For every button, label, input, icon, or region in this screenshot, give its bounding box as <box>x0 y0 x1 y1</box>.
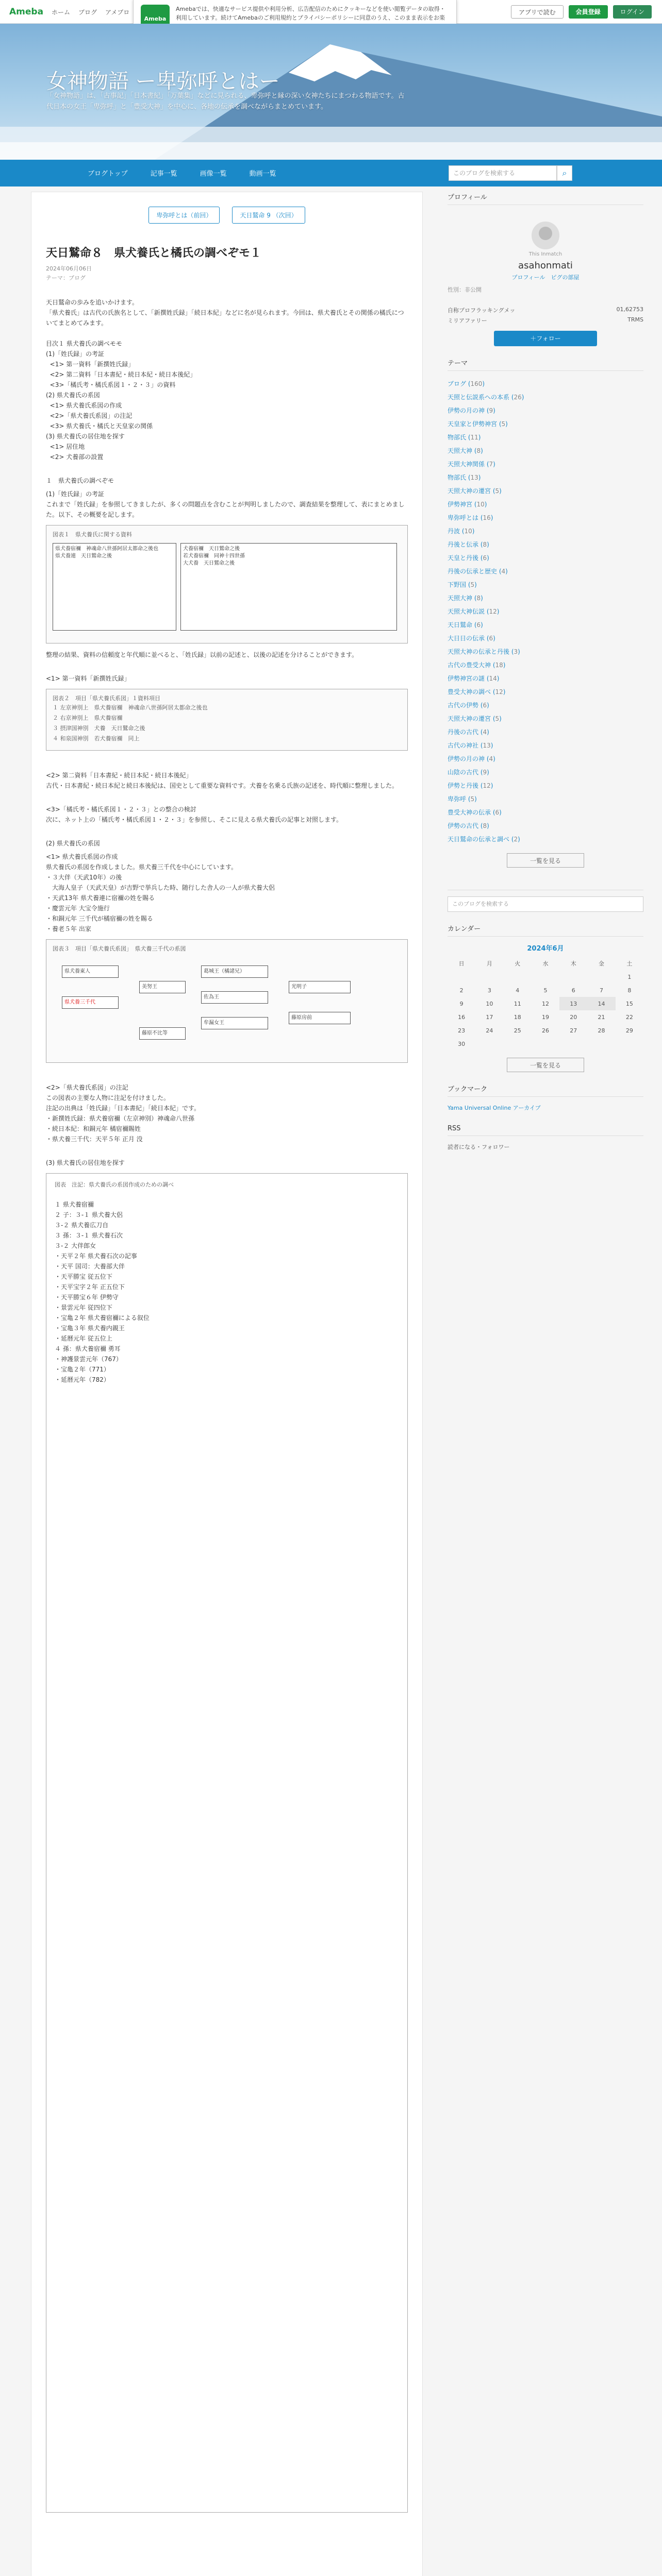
figure-caption: 図表１ 県犬養氏に関する資料 <box>53 531 132 538</box>
list-item: ・慶雲元年 大宝令施行 <box>46 905 110 912</box>
theme-label[interactable]: ブログ <box>448 380 467 387</box>
theme-item[interactable]: 天皇と丹後 (6) <box>448 554 489 562</box>
toc-item: <2>「県犬養氏系図」の注記 <box>46 412 133 419</box>
calendar-day[interactable]: 5 <box>543 987 548 994</box>
top-nav <box>52 8 129 16</box>
theme-count: 160 <box>470 380 483 387</box>
theme-item[interactable]: 伊勢の月の神 (4) <box>448 755 495 762</box>
calendar-weekday: 木 <box>570 960 576 967</box>
theme-label[interactable]: 大日日の伝承 <box>448 635 485 642</box>
top-nav-ameblo[interactable]: アメブロ <box>105 9 130 16</box>
calendar-day <box>532 970 559 984</box>
section-heading: <3>「橘氏考・橘氏系図１・２・３」との整合の検討 <box>46 806 196 813</box>
toc-item: <2> 第二資料「日本書紀・続日本紀・続日本後紀」 <box>46 371 196 378</box>
list-item: ・景雲元年 従四位下 <box>55 1304 112 1311</box>
theme-label[interactable]: 物部氏 <box>448 434 467 441</box>
theme-item[interactable]: 天照大神伝説 (12) <box>448 608 500 615</box>
family-node: 葛城王（橘諸兄） <box>201 965 268 978</box>
list-item: ・県犬養三千代：天平５年 正月 没 <box>46 1136 143 1143</box>
theme-label[interactable]: 天照大神の遷宮 <box>448 487 491 495</box>
family-node: 牟漏女王 <box>201 1017 268 1029</box>
calendar-day[interactable]: 27 <box>570 1027 577 1034</box>
profile-name[interactable]: asahonmati <box>518 260 573 271</box>
entry-body <box>46 297 408 2513</box>
list-item: ・和銅元年 三千代が橘宿禰の姓を賜る <box>46 915 153 922</box>
section-heading: (1)「姓氏録」の考証 <box>46 490 104 498</box>
theme-label[interactable]: 伊勢神宮の謎 <box>448 675 485 682</box>
theme-label[interactable]: 天照大神 <box>448 447 473 454</box>
calendar-day[interactable]: 30 <box>458 1040 466 1047</box>
theme-label[interactable]: 天照大神の遷宮 <box>448 715 491 722</box>
figure-4 <box>46 1173 408 2513</box>
rss-heading: RSS <box>448 1125 643 1136</box>
calendar-day <box>587 970 615 984</box>
theme-list <box>448 377 643 846</box>
calendar-heading: カレンダー <box>448 923 643 937</box>
theme-item[interactable]: 天日鷲命 (6) <box>448 621 483 629</box>
calendar-day[interactable]: 2 <box>459 987 464 994</box>
theme-item[interactable]: 丹波 (10) <box>448 528 475 535</box>
blog-search-input[interactable]: このブログを検索する <box>449 165 557 181</box>
theme-item[interactable]: 豊受大神の調べ (12) <box>448 688 506 696</box>
theme-label[interactable]: 古代の豊受大神 <box>448 662 491 669</box>
calendar-weekday: 日 <box>458 960 465 967</box>
list-item: ・神護景雲元年（767） <box>55 1355 122 1363</box>
theme-count: 6 <box>483 702 487 709</box>
calendar-day[interactable]: 12 <box>541 1000 549 1007</box>
list-item: 大海人皇子（天武天皇）が吉野で挙兵した時、随行した舎人の一人が県犬養大侶 <box>46 884 275 891</box>
list-item: この図表の主要な人物に注記を付けました。 <box>46 1094 170 1101</box>
blog-header <box>0 24 662 160</box>
family-node: 藤原不比等 <box>139 1027 186 1040</box>
theme-item[interactable]: 山陰の古代 (9) <box>448 769 489 776</box>
notice-text: Amebaでは、快適なサービス提供や利用分析、広告配信のためにクッキーなどを使い閲覧データの取得・利用しています。続けてAmebaのご利用規約とプライバシーポリシーに同意のうえ、このまま表示をお楽 <box>176 6 445 21</box>
nav-blog-top[interactable]: ブログトップ <box>88 170 128 178</box>
theme-count: 2 <box>514 836 518 843</box>
toc-item: 目次１ 県犬養氏の調べモモ <box>46 340 122 347</box>
list-item: ２ 子：３-１ 県犬養大侶 <box>55 1211 123 1218</box>
theme-count: 18 <box>495 662 503 669</box>
profile-card <box>448 211 643 346</box>
calendar-weekday: 土 <box>626 960 633 967</box>
section-heading: (2) 県犬養氏の系図 <box>46 840 100 847</box>
info-label: 自称プロフラッキングメッ <box>448 307 516 314</box>
theme-label[interactable]: 天照大神 <box>448 595 473 602</box>
theme-count: 14 <box>489 675 497 682</box>
theme-count: 4 <box>501 568 506 575</box>
theme-label[interactable]: 丹後の古代 <box>448 728 479 736</box>
calendar-more-button[interactable]: 一覧を見る <box>507 1058 584 1072</box>
theme-label[interactable]: 天照大神伝説 <box>448 608 485 615</box>
family-node: 県犬養東人 <box>62 965 119 978</box>
calendar-day[interactable]: 3 <box>487 987 491 994</box>
theme-label[interactable]: 天照大神の伝承と丹後 <box>448 648 510 655</box>
theme-item[interactable]: 天照大神 (8) <box>448 447 483 454</box>
prev-entry-link[interactable]: 卑弥呼とは（前回） <box>148 207 220 224</box>
list-item: ３-２ 県犬養広刀自 <box>55 1222 109 1229</box>
theme-item[interactable]: 伊勢の古代 (8) <box>448 822 489 829</box>
blog-title[interactable]: 女神物語 ー卑弥呼とはー <box>46 70 280 93</box>
calendar-day[interactable]: 8 <box>627 987 632 994</box>
entry-theme[interactable]: テーマ：ブログ <box>46 275 86 281</box>
theme-item[interactable]: 天照大神の遷宮 (5) <box>448 487 502 495</box>
theme-item[interactable]: ブログ (160) <box>448 380 485 387</box>
calendar-day <box>504 1037 532 1050</box>
pig-room-link[interactable]: ピグの部屋 <box>551 274 580 281</box>
figure-box <box>53 543 176 631</box>
toc-item: <1> 第一資料「新撰姓氏録」 <box>46 361 135 368</box>
theme-count: 12 <box>495 688 503 696</box>
section-heading: <1> 県犬養氏系図の作成 <box>46 853 118 860</box>
theme-label[interactable]: 伊勢神宮 <box>448 501 473 508</box>
sidebar-search-input[interactable]: このブログを検索する <box>448 896 643 912</box>
theme-count: 13 <box>470 474 478 481</box>
list-item: ・新撰姓氏録：県犬養宿禰（左京神別）神魂命八世孫 <box>46 1115 195 1122</box>
calendar-day[interactable]: 6 <box>571 987 575 994</box>
calendar-day[interactable]: 7 <box>600 987 604 994</box>
calendar-day[interactable]: 23 <box>458 1027 466 1034</box>
theme-count: 5 <box>495 715 500 722</box>
list-item: 注記の出典は「姓氏録」「日本書紀」「続日本紀」です。 <box>46 1105 201 1112</box>
ameba-logo[interactable]: Ameba <box>9 7 44 17</box>
section-heading: <1> 第一資料「新撰姓氏録」 <box>46 675 130 682</box>
list-item: ・続日本紀：和銅元年 橘宿禰賜姓 <box>46 1125 141 1132</box>
theme-item[interactable]: 物部氏 (11) <box>448 434 481 441</box>
theme-label[interactable]: 物部氏 <box>448 474 467 481</box>
theme-count: 8 <box>476 595 481 602</box>
theme-label[interactable]: 丹後と伝承 <box>448 541 479 548</box>
theme-item[interactable]: 伊勢と丹後 (12) <box>448 782 493 789</box>
info-label: ミリアファリー <box>448 317 487 324</box>
family-node: 光明子 <box>289 981 351 993</box>
top-nav-home[interactable]: ホーム <box>52 9 71 16</box>
theme-label[interactable]: 伊勢の古代 <box>448 822 479 829</box>
theme-count: 16 <box>483 514 491 521</box>
theme-item[interactable]: 丹後と伝承 (8) <box>448 541 489 548</box>
theme-item[interactable]: 伊勢の月の神 (9) <box>448 407 495 414</box>
figure-line: １ 左京神別上 県犬養宿禰 神魂命八世孫阿居太都命之後也 <box>53 704 208 711</box>
follow-button[interactable]: ＋フォロー <box>494 331 597 346</box>
figure-line: 県犬養連 天日鷲命之後 <box>55 553 112 559</box>
toc-item: <2> 犬養部の設置 <box>46 453 104 461</box>
entry-title[interactable]: 天日鷲命８ 県犬養氏と橘氏の調べぞモ１ <box>46 247 262 260</box>
theme-label[interactable]: 伊勢の月の神 <box>448 755 485 762</box>
sidebar <box>448 192 643 1153</box>
theme-label[interactable]: 卑弥呼とは <box>448 514 479 521</box>
calendar-day[interactable]: 26 <box>541 1027 549 1034</box>
register-button[interactable]: 会員登録 <box>569 5 608 19</box>
bookmark-link[interactable]: Yama Universal Online アーカイブ <box>448 1105 541 1111</box>
calendar-day <box>587 1037 615 1050</box>
theme-label[interactable]: 伊勢の月の神 <box>448 407 485 414</box>
list-item: ・３大伴（天武10年）の後 <box>46 874 122 881</box>
profile-heading: プロフィール <box>448 192 643 205</box>
theme-count: 5 <box>470 795 475 803</box>
list-item: ・天平宝字２年 正五位下 <box>55 1283 125 1291</box>
theme-item[interactable]: 古代の神社 (13) <box>448 742 493 749</box>
calendar-day[interactable]: 11 <box>514 1000 521 1007</box>
figure-2 <box>46 689 408 751</box>
theme-item[interactable]: 古代の伊勢 (6) <box>448 702 489 709</box>
theme-item[interactable]: 天照大神関係 (7) <box>448 461 495 468</box>
calendar-day <box>475 1037 503 1050</box>
bookmark-heading: ブックマーク <box>448 1083 643 1097</box>
theme-label[interactable]: 古代の神社 <box>448 742 479 749</box>
theme-label[interactable]: 山陰の古代 <box>448 769 479 776</box>
calendar-day <box>559 970 587 984</box>
theme-label[interactable]: 天照と伝説系への本系 <box>448 394 510 401</box>
calendar-day[interactable]: 29 <box>625 1027 633 1034</box>
theme-item[interactable]: 伊勢神宮の謎 (14) <box>448 675 500 682</box>
calendar-weekday: 金 <box>599 960 605 967</box>
list-item: ・延暦元年（782） <box>55 1376 110 1383</box>
theme-count: 8 <box>483 822 487 829</box>
list-item: １ 県犬養宿禰 <box>55 1201 94 1208</box>
theme-count: 5 <box>495 487 500 495</box>
list-item: ・天平勝宝 従五位下 <box>55 1273 112 1280</box>
theme-label[interactable]: 天照大神関係 <box>448 461 485 468</box>
info-value: TRMS <box>627 316 643 323</box>
next-entry-link[interactable]: 天日鷲命 9 （次回） <box>232 207 305 224</box>
calendar-day[interactable]: 15 <box>625 1000 633 1007</box>
section-heading: １ 県犬養氏の調べぞモ <box>46 477 114 484</box>
theme-label[interactable]: 天日鷲命の伝承と調べ <box>448 836 510 843</box>
nav-image-list[interactable]: 画像一覧 <box>200 170 227 178</box>
paragraph: 整理の結果、資料の信頼度と年代順に並べると、「姓氏録」以前の記述と、以後の記述を分けることができます。 <box>46 651 358 658</box>
rss-link[interactable]: 読者になる・フォロワー <box>448 1144 510 1150</box>
theme-label[interactable]: 豊受大神の伝承 <box>448 809 491 816</box>
profile-link[interactable]: プロフィール <box>511 274 545 281</box>
theme-item[interactable]: 大日日の伝承 (6) <box>448 635 495 642</box>
theme-item[interactable]: 物部氏 (13) <box>448 474 481 481</box>
calendar-day[interactable]: 28 <box>598 1027 605 1034</box>
calendar-day[interactable]: 13 <box>559 997 587 1010</box>
theme-count: 4 <box>489 755 493 762</box>
top-nav-blog[interactable]: ブログ <box>78 9 97 16</box>
figure-line: 犬養宿禰 天日鷲命之後 <box>183 546 240 552</box>
calendar-weekday: 水 <box>542 960 549 967</box>
search-heading <box>448 879 643 890</box>
theme-count: 6 <box>483 554 487 562</box>
figure-caption: 図表３ 項目「県犬養氏系図」 県犬養三千代の系図 <box>53 945 186 952</box>
theme-label[interactable]: 豊受大神の調べ <box>448 688 491 696</box>
figure-line: 県犬養宿禰 神魂命八世孫阿居太都命之後也 <box>55 546 158 552</box>
toc-item: (3) 県犬養氏の居住地を探す <box>46 433 125 440</box>
calendar-day[interactable]: 25 <box>514 1027 521 1034</box>
theme-count: 8 <box>476 447 481 454</box>
theme-item[interactable]: 伊勢神宮 (10) <box>448 501 487 508</box>
theme-count: 4 <box>483 728 487 736</box>
notice-logo: Ameba <box>141 5 170 33</box>
theme-label[interactable]: 天皇と丹後 <box>448 554 479 562</box>
calendar-month: 2024年6月 <box>527 945 564 953</box>
profile-sub: 性別：非公開 <box>448 286 482 293</box>
family-node: 県犬養三千代 <box>62 996 119 1009</box>
figure-caption: 図表 注記：県犬養氏の系図作成のための調べ <box>55 1181 174 1188</box>
calendar-day <box>448 970 475 984</box>
theme-count: 5 <box>470 581 475 588</box>
theme-count: 9 <box>483 769 487 776</box>
theme-item[interactable]: 卑弥呼 (5) <box>448 795 477 803</box>
theme-count: 10 <box>464 528 472 535</box>
calendar-weekday: 火 <box>515 960 521 967</box>
theme-label[interactable]: 天日鷲命 <box>448 621 473 629</box>
paragraph: これまで「姓氏録」を参照してきましたが、多くの問題点を含むことが判明しましたので、調査結果を整理して、表にまとめました。以下、その概要を記します。 <box>46 501 405 518</box>
calendar-day[interactable]: 18 <box>514 1013 521 1021</box>
paragraph: 古代・日本書紀・続日本紀と続日本後紀は、国史として重要な資料です。犬養を名乗る氏族の記述を、時代順に整理しました。 <box>46 782 399 789</box>
toc-item: (1)「姓氏録」の考証 <box>46 350 104 358</box>
calendar <box>448 957 643 1050</box>
intro-line: 天日鷲命の歩みを追いかけます。 <box>46 299 139 306</box>
calendar-day <box>616 1037 643 1050</box>
calendar-day <box>475 970 503 984</box>
login-button[interactable]: ログイン <box>613 5 652 19</box>
theme-count: 6 <box>489 635 493 642</box>
theme-count: 26 <box>514 394 522 401</box>
family-node: 佐為王 <box>201 991 268 1004</box>
theme-count: 11 <box>470 434 478 441</box>
theme-item[interactable]: 丹後の古代 (4) <box>448 728 489 736</box>
theme-count: 12 <box>483 782 491 789</box>
section-heading: (3) 県犬養氏の居住地を探す <box>46 1159 125 1166</box>
calendar-day[interactable]: 9 <box>459 1000 464 1007</box>
list-item: ・天平勝宝６年 伊勢守 <box>55 1294 119 1301</box>
toc-item: (2) 県犬養氏の系図 <box>46 392 100 399</box>
figure-box <box>180 543 397 631</box>
blog-description: 「女神物語」は、「古事記」「日本書紀」「万葉集」などに見られる、卑弥呼と縁の深い女神たちにまつわる物語です。古代日本の女王「卑弥呼」と「豊受大神」を中心に、各地の伝承を調べながらまとめています。 <box>46 92 405 111</box>
calendar-day[interactable]: 19 <box>541 1013 549 1021</box>
theme-item[interactable]: 天照大神の伝承と丹後 (3) <box>448 648 520 655</box>
calendar-day[interactable]: 24 <box>486 1027 493 1034</box>
family-node: 藤原房前 <box>289 1012 351 1024</box>
figure-3 <box>46 939 408 1063</box>
toc-item: <1> 居住地 <box>46 443 85 450</box>
blog-nav <box>0 160 662 187</box>
list-item: ３-２ 大伴郎女 <box>55 1242 96 1249</box>
avatar[interactable] <box>532 222 559 249</box>
theme-label[interactable]: 丹波 <box>448 528 460 535</box>
list-item: ・宝亀３年 県犬養内親王 <box>55 1325 125 1332</box>
theme-item[interactable]: 天照大神 (8) <box>448 595 483 602</box>
table-of-contents <box>46 338 408 462</box>
theme-count: 9 <box>489 407 493 414</box>
theme-item[interactable]: 天照と伝説系への本系 (26) <box>448 394 524 401</box>
toc-item: <3> 県犬養氏・橘氏と天皇家の関係 <box>46 422 153 430</box>
theme-label[interactable]: 天皇家と伊勢神宮 <box>448 420 498 428</box>
search-icon[interactable]: ⌕ <box>557 165 572 181</box>
section-heading: <2>「県犬養氏系図」の注記 <box>46 1084 128 1091</box>
theme-heading: テーマ <box>448 358 643 371</box>
theme-label[interactable]: 卑弥呼 <box>448 795 467 803</box>
theme-count: 12 <box>489 608 497 615</box>
calendar-day[interactable]: 14 <box>587 997 615 1010</box>
entry-main <box>31 192 423 2576</box>
list-item: ３ 孫：３-１ 県犬養石次 <box>55 1232 123 1239</box>
list-item: ・天平 国司：大養部大伴 <box>55 1263 125 1270</box>
list-item: ・延暦元年 従五位上 <box>55 1335 112 1342</box>
calendar-day <box>559 1037 587 1050</box>
figure-line: ３ 摂津国神別 犬養 天日鷲命之後 <box>53 725 145 732</box>
list-item: ・養老５年 出家 <box>46 925 91 933</box>
calendar-day[interactable]: 20 <box>570 1013 577 1021</box>
theme-count: 3 <box>514 648 518 655</box>
toc-item: <1> 県犬養氏系図の作成 <box>46 402 122 409</box>
figure-caption: 図表２ 項目「県犬養氏系図」１資料項目 <box>53 695 160 702</box>
theme-label[interactable]: 丹後の伝承と歴史 <box>448 568 498 575</box>
list-item: ・天武13年 県犬養連に宿禰の姓を賜る <box>46 894 155 902</box>
calendar-day[interactable]: 16 <box>458 1013 466 1021</box>
calendar-day[interactable]: 10 <box>486 1000 493 1007</box>
theme-count: 13 <box>483 742 491 749</box>
calendar-day[interactable]: 4 <box>516 987 520 994</box>
theme-item[interactable]: 古代の豊受大神 (18) <box>448 662 506 669</box>
calendar-weekday: 月 <box>486 960 492 967</box>
theme-label[interactable]: 下野国 <box>448 581 467 588</box>
theme-item[interactable]: 天皇家と伊勢神宮 (5) <box>448 420 508 428</box>
theme-label[interactable]: 古代の伊勢 <box>448 702 479 709</box>
theme-item[interactable]: 天日鷲命の伝承と調べ (2) <box>448 836 520 843</box>
figure-1 <box>46 525 408 643</box>
calendar-day <box>532 1037 559 1050</box>
nav-entry-list[interactable]: 記事一覧 <box>150 170 177 178</box>
list-item: ・宝亀２年（771） <box>55 1366 110 1373</box>
theme-item[interactable]: 卑弥呼とは (16) <box>448 514 493 521</box>
info-value: 01,62753 <box>616 306 643 313</box>
nav-video-list[interactable]: 動画一覧 <box>249 170 276 178</box>
calendar-day[interactable]: 17 <box>486 1013 493 1021</box>
theme-count: 7 <box>489 461 493 468</box>
theme-count: 6 <box>495 809 500 816</box>
figure-line: 大犬養 天日鷲命之後 <box>183 561 235 566</box>
theme-count: 10 <box>476 501 485 508</box>
list-item: ・宝亀２年 県犬養宿禰による叙位 <box>55 1314 150 1321</box>
paragraph: 次に、ネット上の「橘氏考・橘氏系図１・２・３」を参照し、そこに見える県犬養氏の記事と対照します。 <box>46 816 343 823</box>
intro-line: 「県犬養氏」は古代の氏族名として、「新撰姓氏録」「続日本紀」などに名が見られます。今回は、県犬養氏とその関係の橘氏についてまとめてみます。 <box>46 309 404 327</box>
entry-date: 2024年06月06日 <box>46 265 92 272</box>
calendar-day <box>504 970 532 984</box>
profile-nick: This Inmatch <box>528 251 562 257</box>
theme-label[interactable]: 伊勢と丹後 <box>448 782 479 789</box>
family-node: 美努王 <box>139 981 186 993</box>
figure-line: 若犬養宿禰 同神十四世孫 <box>183 553 245 559</box>
theme-count: 5 <box>501 420 506 428</box>
list-item: ４ 孫：県犬養宿禰 勇耳 <box>55 1345 121 1352</box>
theme-count: 6 <box>476 621 481 629</box>
paragraph: 県犬養氏の系図を作成しました。県犬養三千代を中心にしています。 <box>46 863 238 871</box>
section-heading: <2> 第二資料「日本書紀・続日本紀・続日本後紀」 <box>46 772 192 779</box>
theme-item[interactable]: 天照大神の遷宮 (5) <box>448 715 502 722</box>
calendar-day[interactable]: 22 <box>625 1013 633 1021</box>
toc-item: <3>「橘氏考・橘氏系図１・２・３」の資料 <box>46 381 176 388</box>
theme-item[interactable]: 豊受大神の伝承 (6) <box>448 809 502 816</box>
theme-more-button[interactable]: 一覧を見る <box>507 853 584 868</box>
calendar-day[interactable]: 1 <box>627 973 632 980</box>
theme-item[interactable]: 下野国 (5) <box>448 581 477 588</box>
figure-line: ２ 右京神別上 県犬養宿禰 <box>53 715 123 721</box>
theme-count: 8 <box>483 541 487 548</box>
calendar-day[interactable]: 21 <box>598 1013 605 1021</box>
list-item: ・天平２年 県犬養石次の記事 <box>55 1252 137 1260</box>
theme-item[interactable]: 丹後の伝承と歴史 (4) <box>448 568 508 575</box>
figure-line: ４ 和泉国神別 若犬養宿禰 同上 <box>53 735 140 742</box>
app-button[interactable]: アプリで読む <box>511 5 564 19</box>
